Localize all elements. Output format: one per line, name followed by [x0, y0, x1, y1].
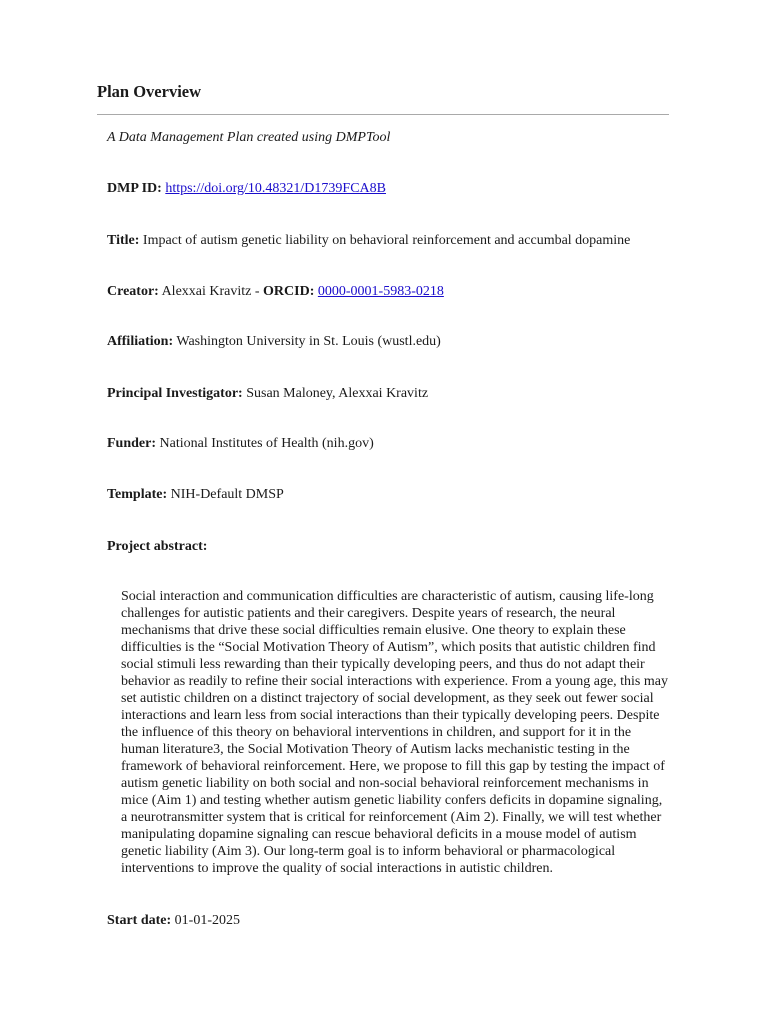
page-title: Plan Overview	[97, 82, 202, 101]
start-date-row	[107, 912, 240, 929]
affiliation-row	[107, 333, 441, 350]
project-abstract-text: Social interaction and communication difficulties are characteristic of autism, causing life-long challenges for autistic patients and their caregivers. Despite years of research, the neural mechanisms that drive these social difficulties remain elusive. One theory to explain these difficulties is the “Social Motivation Theory of Autism”, which posits that autistic children find social stimuli less rewarding than their typically developing peers, and thus do not adapt their behavior as readily to refine their social interactions with experience. From a young age, this may set autistic children on a distinct trajectory of social development, as they seek out fewer social interactions and learn less from social interactions than their typically developing peers. Despite the influence of this theory on behavioral interventions in children, and support for it in the human literature3, the Social Motivation Theory of Autism lacks mechanistic testing in the framework of behavioral reinforcement. Here, we propose to fill this gap by testing the impact of autism genetic liability on both social and non-social behavioral reinforcement mechanisms in mice (Aim 1) and testing whether autism genetic liability confers deficits in dopamine signaling, a neurotransmitter system that is critical for reinforcement (Aim 2). Finally, we will test whether manipulating dopamine signaling can rescue behavioral deficits in a mouse model of autism genetic liability (Aim 3). Our long-term goal is to inform behavioral or pharmacological interventions to improve the quality of social interactions in autistic children.	[121, 589, 668, 876]
plan-subtitle: A Data Management Plan created using DMPTool	[107, 130, 391, 145]
title-label: Title:	[107, 233, 140, 248]
affiliation-label: Affiliation:	[107, 334, 174, 349]
funder-label: Funder:	[107, 436, 156, 451]
funder-value: National Institutes of Health (nih.gov)	[159, 436, 374, 451]
principal-investigator-value: Susan Maloney, Alexxai Kravitz	[246, 386, 429, 401]
start-date-value: 01-01-2025	[174, 913, 240, 928]
start-date-label: Start date:	[107, 913, 172, 928]
creator-label: Creator:	[107, 284, 159, 299]
principal-investigator-row	[107, 385, 428, 402]
project-abstract-row	[107, 538, 207, 555]
principal-investigator-label: Principal Investigator:	[107, 386, 243, 401]
dmp-id-label: DMP ID:	[107, 181, 162, 196]
project-abstract-label: Project abstract:	[107, 539, 208, 554]
title-row	[107, 232, 630, 249]
template-value: NIH-Default DMSP	[170, 487, 284, 502]
dmp-id-link[interactable]: https://doi.org/10.48321/D1739FCA8B	[165, 181, 386, 196]
creator-row	[107, 283, 444, 300]
template-row	[107, 486, 284, 503]
funder-row	[107, 435, 374, 452]
dmp-id-row	[107, 180, 386, 197]
orcid-label: ORCID:	[263, 284, 315, 299]
creator-separator: -	[251, 284, 264, 299]
title-divider	[97, 114, 669, 115]
affiliation-value: Washington University in St. Louis (wustl.edu)	[176, 334, 441, 349]
template-label: Template:	[107, 487, 168, 502]
orcid-link[interactable]: 0000-0001-5983-0218	[317, 284, 444, 299]
creator-name: Alexxai Kravitz	[161, 284, 252, 299]
title-value: Impact of autism genetic liability on behavioral reinforcement and accumbal dopamine	[142, 233, 631, 248]
